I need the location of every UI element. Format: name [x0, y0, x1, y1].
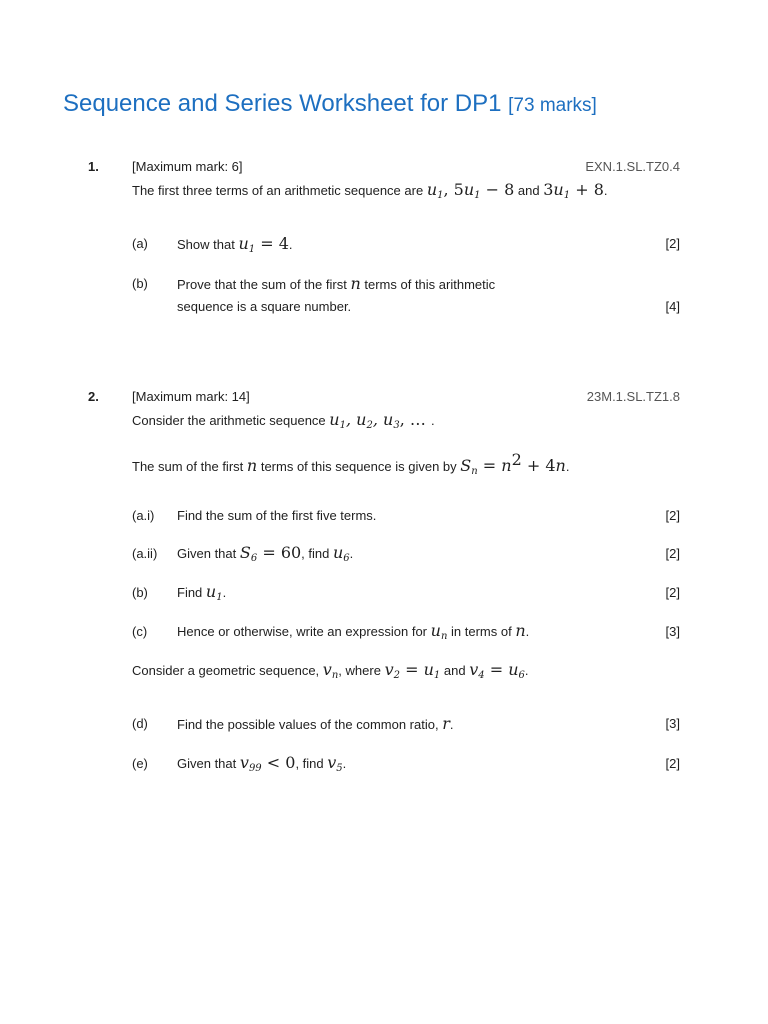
q2d-marks: [3] [665, 716, 680, 731]
q2-geometric-stem: Consider a geometric sequence, $v_n$, where $v_2 = u_1$ and $v_4 = u_6$. [132, 660, 529, 681]
q1b-marks: [4] [665, 299, 680, 314]
q1-stem: The first three terms of an arithmetic sequence are $u_1$, $5u_1 - 8$ and $3u_1 + 8$. [132, 180, 608, 201]
q1a-marks: [2] [665, 236, 680, 251]
q2-max-mark: [Maximum mark: 14] [132, 389, 250, 404]
q1-number: 1. [88, 159, 99, 174]
q2-stem-sequence: Consider the arithmetic sequence $u_1$, $u_2$, $u_3$, … . [132, 410, 435, 431]
q2d-label: (d) [132, 716, 148, 731]
q1b-text-line1: Prove that the sum of the first n terms of this arithmetic [177, 274, 496, 293]
q2c-text: Hence or otherwise, write an expression for $u_n$ in terms of n. [177, 621, 530, 642]
title-total-marks: [73 marks] [508, 95, 597, 116]
q2d-text: Find the possible values of the common ratio, r. [177, 714, 454, 733]
q2e-text: Given that $v_{99} < 0$, find $v_5$. [177, 753, 347, 774]
q1-max-mark: [Maximum mark: 6] [132, 159, 243, 174]
q2b-label: (b) [132, 585, 148, 600]
q2ai-label: (a.i) [132, 508, 155, 523]
q2e-marks: [2] [665, 756, 680, 771]
q2-code: 23M.1.SL.TZ1.8 [586, 389, 680, 404]
q1a-label: (a) [132, 236, 148, 251]
q2ai-marks: [2] [665, 508, 680, 523]
q2ai-text: Find the sum of the first five terms. [177, 508, 377, 523]
title-text: Sequence and Series Worksheet for DP1 [63, 90, 502, 117]
q2b-marks: [2] [665, 585, 680, 600]
q2aii-text: Given that $S_6 = 60$, find $u_6$. [177, 543, 354, 564]
q2-stem-sum: The sum of the first n terms of this sequence is given by $S_n = n^2 + 4n$. [132, 450, 570, 477]
worksheet-title [63, 90, 597, 118]
q2e-label: (e) [132, 756, 148, 771]
q1b-label: (b) [132, 276, 148, 291]
q2aii-marks: [2] [665, 546, 680, 561]
q2c-marks: [3] [665, 624, 680, 639]
q2b-text: Find $u_1$. [177, 582, 227, 603]
q1a-text: Show that $u_1 = 4$. [177, 234, 293, 255]
q2-number: 2. [88, 389, 99, 404]
q1-code: EXN.1.SL.TZ0.4 [585, 159, 680, 174]
q2aii-label: (a.ii) [132, 546, 158, 561]
q1b-text-line2: sequence is a square number. [177, 299, 352, 314]
q2c-label: (c) [132, 624, 148, 639]
